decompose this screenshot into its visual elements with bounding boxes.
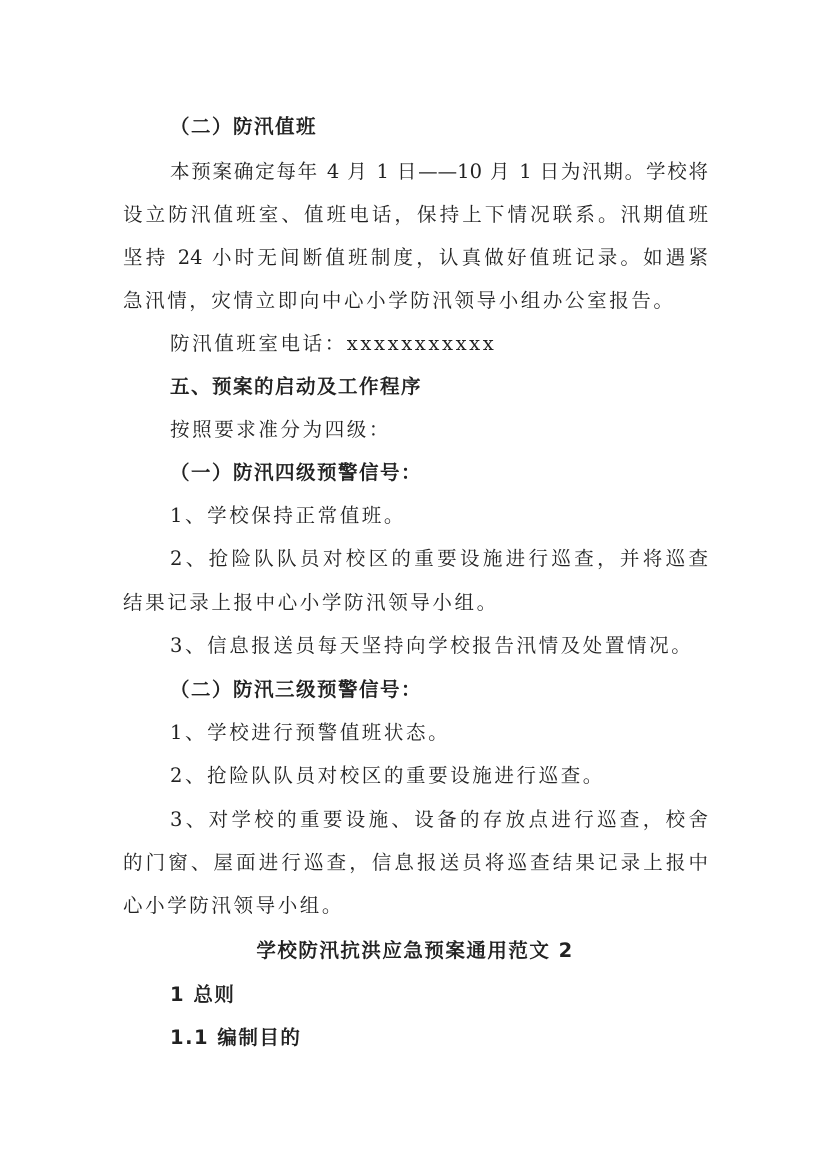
text-line: 结果记录上报中心小学防汛领导小组。 [123, 591, 499, 614]
text-line: 本预案确定每年 4 月 1 日——10 月 1 日为汛期。学校将 [170, 160, 708, 183]
heading-line: 学校防汛抗洪应急预案通用范文 2 [256, 939, 574, 962]
heading-line: 五、预案的启动及工作程序 [170, 375, 423, 398]
text-line: 3、对学校的重要设施、设备的存放点进行巡查，校舍 [170, 808, 708, 831]
text-line: 坚持 24 小时无间断值班制度，认真做好值班记录。如遇紧 [123, 246, 708, 269]
heading-line: （二）防汛值班 [170, 115, 318, 138]
text-line: 按照要求准分为四级： [170, 418, 392, 441]
text-line: 心小学防汛领导小组。 [123, 894, 345, 917]
heading-line: （一）防汛四级预警信号： [170, 461, 423, 484]
heading-line: 1.1 编制目的 [170, 1026, 302, 1049]
text-line: 1、学校进行预警值班状态。 [170, 721, 451, 744]
text-line: 2、抢险队队员对校区的重要设施进行巡查。 [170, 764, 605, 787]
text-line: 3、信息报送员每天坚持向学校报告汛情及处置情况。 [170, 634, 694, 657]
heading-line: （二）防汛三级预警信号： [170, 678, 423, 701]
text-line: 的门窗、屋面进行巡查，信息报送员将巡查结果记录上报中 [123, 851, 708, 874]
text-line: 急汛情，灾情立即向中心小学防汛领导小组办公室报告。 [123, 289, 676, 312]
text-line: 设立防汛值班室、值班电话，保持上下情况联系。汛期值班 [123, 203, 708, 226]
text-line: 防汛值班室电话：xxxxxxxxxxx [170, 332, 497, 355]
text-line: 1、学校保持正常值班。 [170, 504, 407, 527]
heading-line: 1 总则 [170, 983, 236, 1006]
text-line: 2、抢险队队员对校区的重要设施进行巡查，并将巡查 [170, 547, 708, 570]
